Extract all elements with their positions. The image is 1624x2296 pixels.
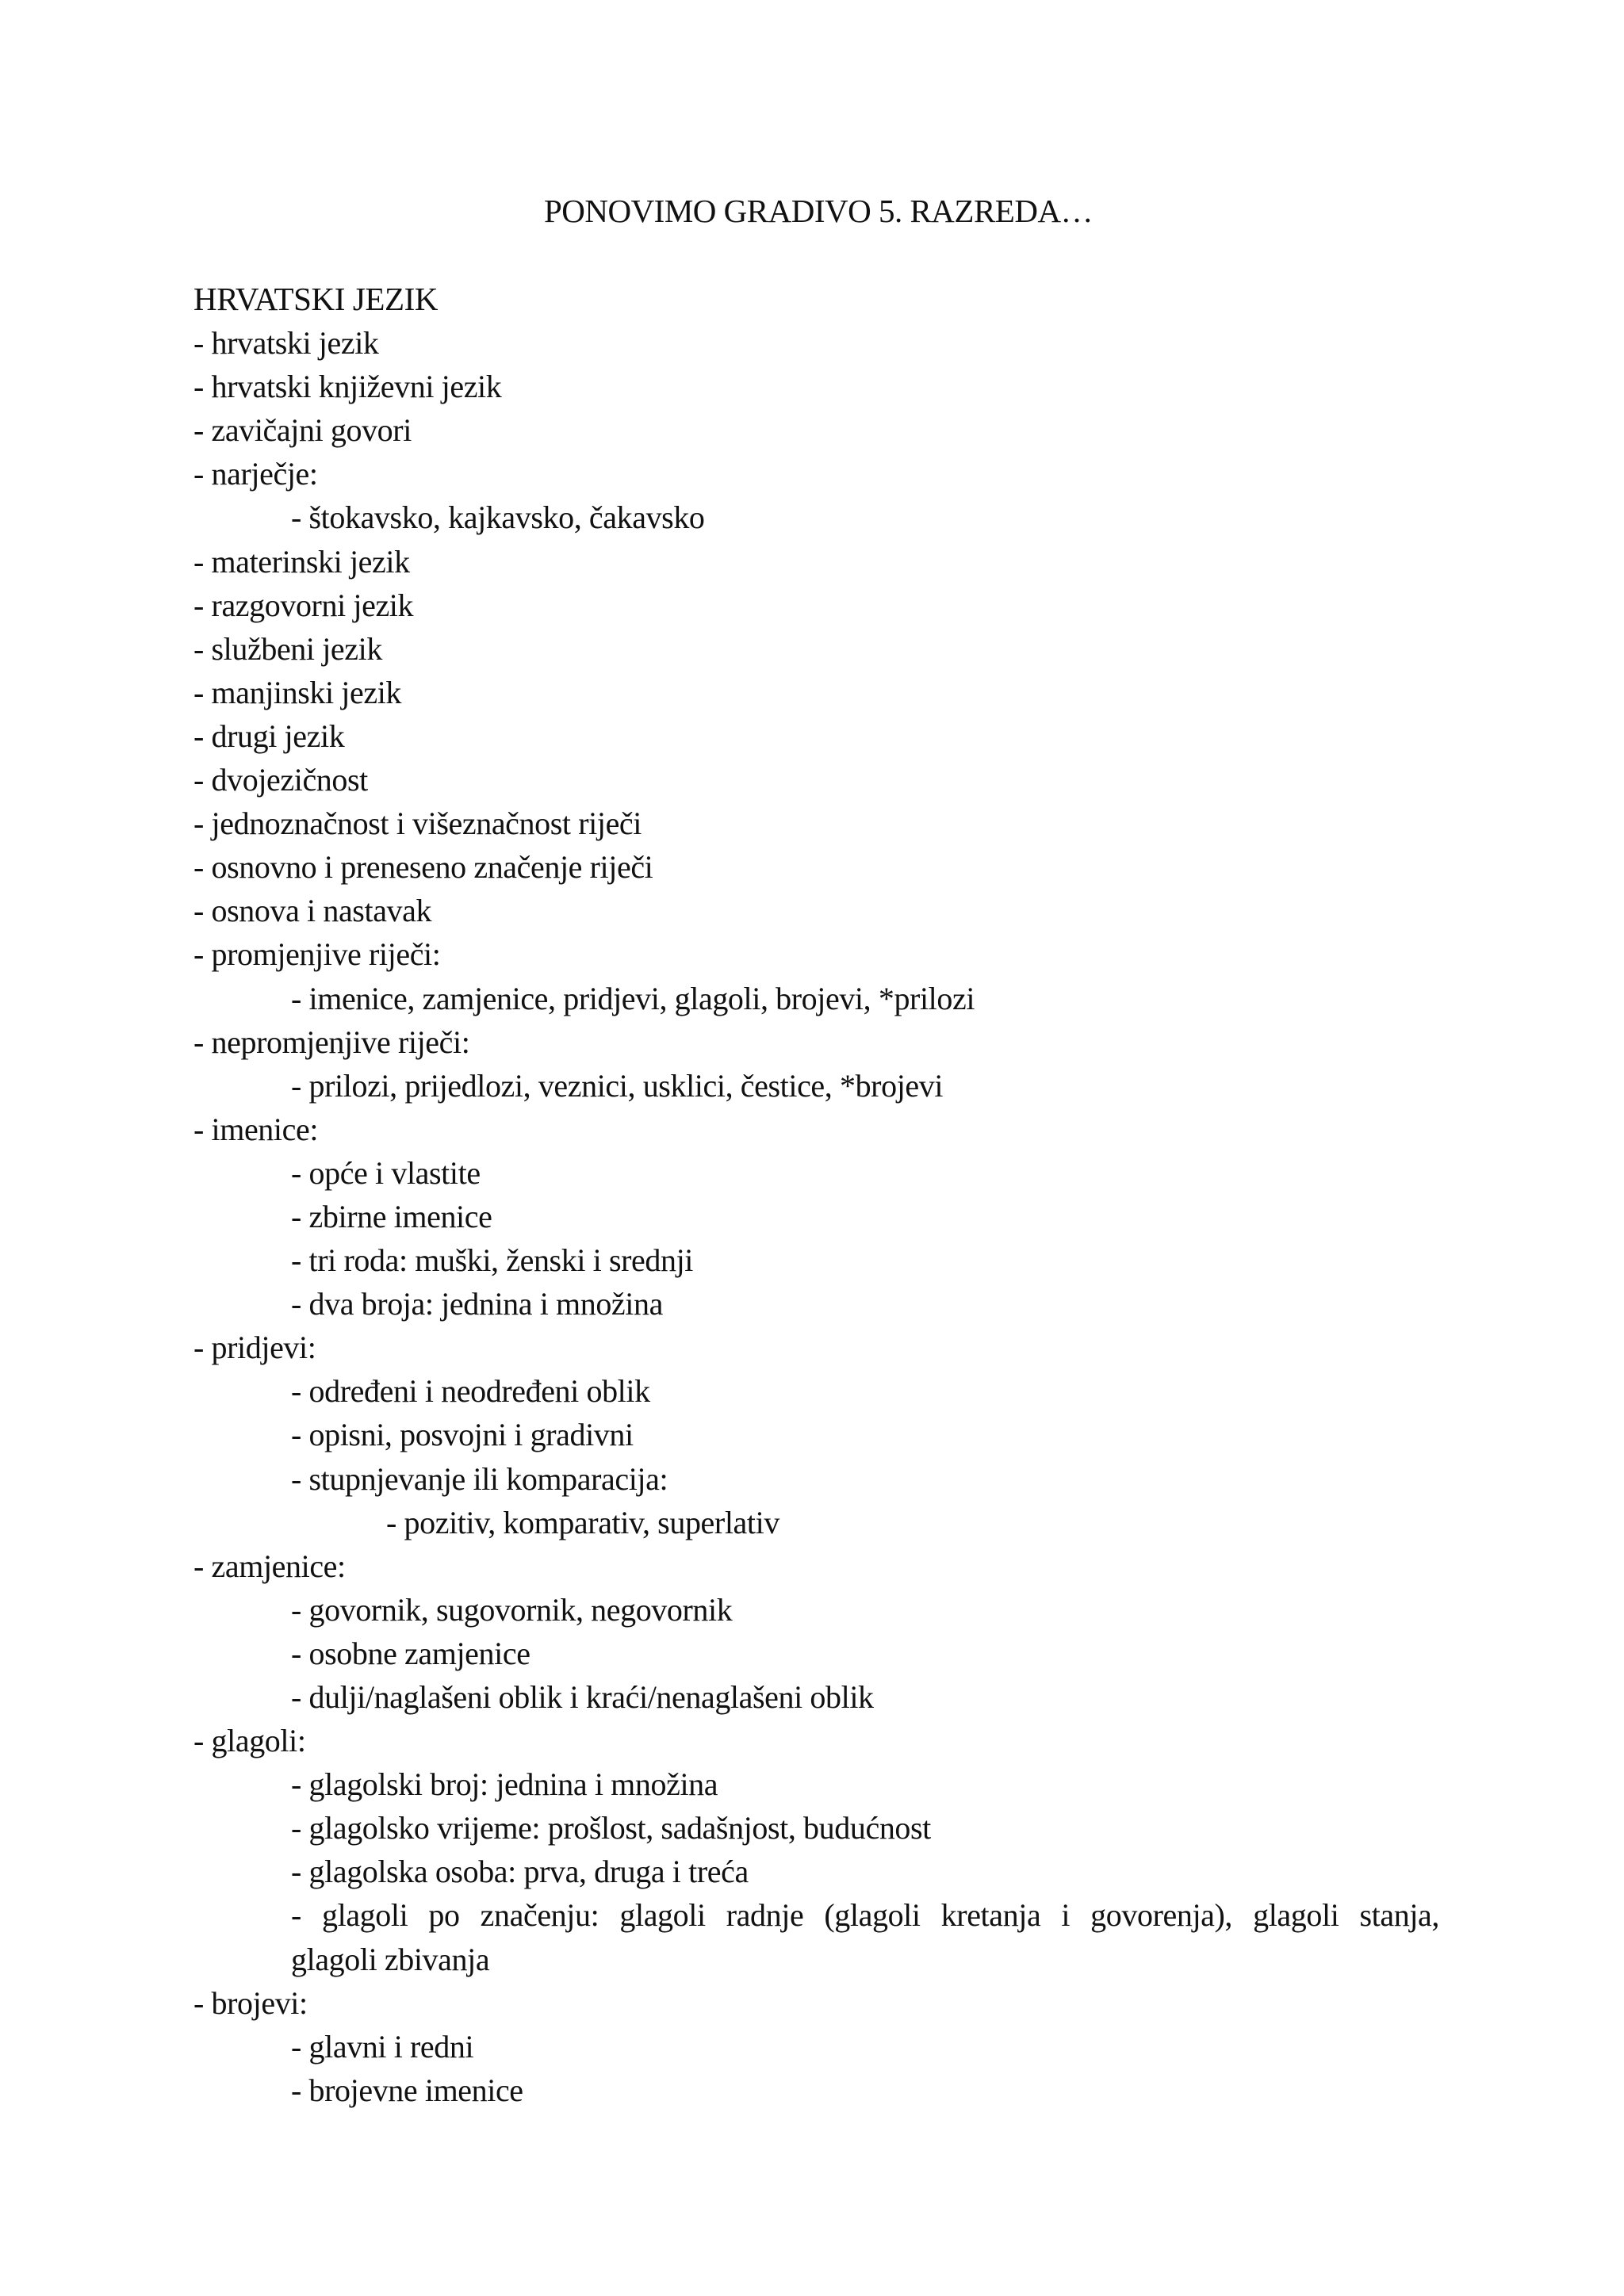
outline-item-level-0: - osnovno i preneseno značenje riječi <box>193 849 653 886</box>
outline-item-level-2: - pozitiv, komparativ, superlativ <box>386 1504 779 1540</box>
outline-item-level-0: - brojevi: <box>193 1984 308 2021</box>
outline-item-level-0: - drugi jezik <box>193 718 345 754</box>
outline-item-level-1: - prilozi, prijedlozi, veznici, usklici, čestice, *brojevi <box>291 1067 944 1104</box>
outline-item-level-1: - imenice, zamjenice, pridjevi, glagoli, brojevi, *prilozi <box>291 980 975 1016</box>
outline-item-level-0: - glagoli: <box>193 1723 306 1759</box>
outline-item-level-0: - hrvatski jezik <box>193 325 379 362</box>
outline-item-level-1: - štokavsko, kajkavsko, čakavsko <box>291 499 705 536</box>
outline-item-level-0: - narječje: <box>193 456 318 492</box>
outline-item-level-1: - brojevne imenice <box>291 2072 523 2108</box>
outline-item-level-1: - određeni i neodređeni oblik <box>291 1373 650 1410</box>
outline-item-level-0: - dvojezičnost <box>193 762 368 798</box>
outline-item-level-0: - pridjevi: <box>193 1330 316 1366</box>
outline-item-level-0: - nepromjenjive riječi: <box>193 1024 470 1060</box>
outline-item-level-0: - službeni jezik <box>193 630 382 667</box>
outline-item-level-1: - osobne zamjenice <box>291 1635 530 1671</box>
outline-item-level-0: - imenice: <box>193 1111 319 1147</box>
outline-item-level-1: - zbirne imenice <box>291 1198 492 1234</box>
outline-item-level-0: - promjenjive riječi: <box>193 936 441 973</box>
outline-item-level-0: - osnova i nastavak <box>193 893 432 929</box>
outline-item-level-1: - glagoli po značenju: glagoli radnje (glagoli kretanja i govorenja), glagoli stanja, <box>291 1897 1439 1934</box>
outline-item-level-0: - zavičajni govori <box>193 412 412 449</box>
outline-item-level-1: - glagolsko vrijeme: prošlost, sadašnjost, budućnost <box>291 1810 931 1846</box>
outline-item-level-0: - manjinski jezik <box>193 674 402 710</box>
outline-item-level-1: - glagolski broj: jednina i množina <box>291 1766 718 1803</box>
outline-list <box>193 321 1440 2112</box>
document-title: PONOVIMO GRADIVO 5. RAZREDA… <box>543 193 1094 229</box>
outline-item-level-1: - opisni, posvojni i gradivni <box>291 1417 634 1453</box>
outline-item-level-1: - dva broja: jednina i množina <box>291 1286 663 1322</box>
outline-item-level-0: - hrvatski književni jezik <box>193 369 502 405</box>
section-heading: HRVATSKI JEZIK <box>193 281 439 317</box>
outline-item-level-1: - glagolska osoba: prva, druga i treća <box>291 1854 749 1890</box>
outline-item-level-1: - dulji/naglašeni oblik i kraći/nenaglašeni oblik <box>291 1679 874 1715</box>
outline-item-level-0: - materinski jezik <box>193 543 410 580</box>
document-body <box>193 277 1440 2112</box>
outline-item-level-0: - razgovorni jezik <box>193 587 414 623</box>
outline-item-level-1: - glavni i redni <box>291 2028 474 2064</box>
outline-item-level-1: - opće i vlastite <box>291 1154 481 1191</box>
outline-item-level-1: - govornik, sugovornik, negovornik <box>291 1591 733 1628</box>
outline-item-level-1: glagoli zbivanja <box>291 1941 490 1977</box>
outline-item-level-0: - jednoznačnost i višeznačnost riječi <box>193 806 642 842</box>
outline-item-level-1: - tri roda: muški, ženski i srednji <box>291 1242 694 1279</box>
outline-item-level-0: - zamjenice: <box>193 1548 346 1584</box>
outline-item-level-1: - stupnjevanje ili komparacija: <box>291 1460 668 1497</box>
